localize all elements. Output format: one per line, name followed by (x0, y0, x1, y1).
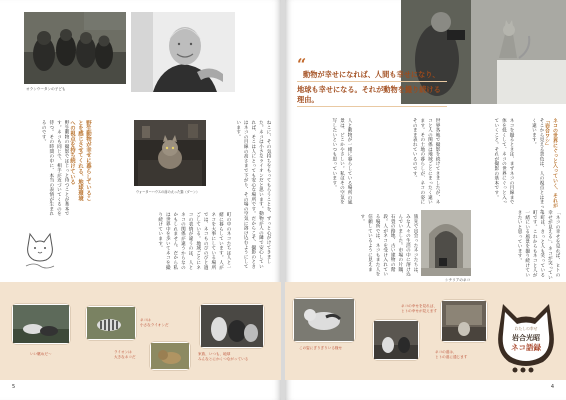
right-body-text-2: 世界各地で撮影を続けてきましたが、ネコと人の関係は地域ごとにまったく違います。その土地の暮らしが、ネコの姿にそのまま表れているのです。 (412, 118, 440, 205)
strip-caption-zebra: ネコは 小さなライオンだ (140, 318, 169, 327)
strip-caption-shop-cat: ネコの道は、 ヒトの道に通じます (435, 350, 468, 359)
right-body-text-1: 人と動物が一緒に暮らしている場所の風景は、どこかやさしい。私はその空気を写したいといつも思っています。 (331, 118, 352, 205)
strip-caption-cows: いい眺めだ〜 (30, 352, 52, 356)
strip-photo-zebra (86, 306, 136, 340)
building-caption: シチリアのネコ (445, 278, 471, 282)
series-badge (493, 300, 559, 374)
strip-photo-cows (12, 304, 70, 344)
strip-photo-lion (150, 342, 190, 370)
quote-mark: “ (297, 55, 307, 74)
portrait-photo (131, 12, 235, 92)
pull-quote (297, 55, 447, 107)
right-page-number: 4 (550, 384, 554, 390)
strip-caption-two-cats: ネコの幸せを見れば、 ヒトの幸せが見えます (401, 304, 437, 313)
strip-photo-two-cats (373, 320, 419, 360)
strip-photo-cat-jump (293, 298, 355, 342)
pull-quote-line-2: 地球も幸せになる。それが動物を撮り続ける理由。 (297, 85, 447, 107)
right-top-heading: ネコの世界にぐっと入っていく、それが「岩合ワシ」 (544, 118, 558, 208)
strip-photo-shop-cat (441, 300, 487, 342)
right-page (285, 0, 566, 400)
right-body-text-3: ネコを撮るときは、まずネコの目線まで体を低くして、ネコの世界にぐっと入っていくこと。それが撮影の基本です。 (493, 118, 514, 205)
right-body-text-6: 「ネコの幸せを見れば、ヒトの幸せが見える」。ネコが笑っている町は、きっと人も笑っている町です。これからもネコと人が一緒にいる風景を撮り続けていきたいと思っています。 (517, 210, 560, 280)
orangutan-photo (24, 12, 126, 84)
left-body-text-1: ねこに、その気持ちをもってもらうことを、ずっと心がけてきました。ネコは小さなライオンだと思います。動物が人の隣で安心していれば、そこは人にとっても安心な場所です。だからこそ、撮影のときはネコの目線の高さまで下がり、その場の空気に溶け込むようにしています。 (235, 120, 271, 269)
strip-caption-cat-jump: この姿にぎりぎりいる様せ (299, 346, 343, 350)
strip-caption-lion: ライオンは 大きなネコだ (114, 350, 136, 359)
left-page (0, 0, 281, 400)
sicily-building-photo (421, 210, 471, 276)
cat-stall-photo (134, 120, 206, 186)
left-body-text-3: 町の中のネコたちは人と一緒に暮らしています。人がネコを大事にしている場所では、ネコものびのびと過ごしている。地域ごとにネコの表情が違うのは、人とネコの関係が違うからなのかもしれません。だから私は世界中を歩いてネコを撮り続けています。 (157, 212, 231, 270)
left-vertical-heading: 野生動物が幸せに暮らしていることを感じさせてくれる、地球環境への視点を持ち続けている (69, 120, 91, 201)
left-body-text-2: 野生動物の撮影ではじっと待つことが基本です。ネコも同じで、相手が近づいてくるのを待つ。その時間の中に、本当の表情が生まれるのです。 (41, 120, 69, 216)
right-body-text-4: そこから見える景色は、人の視点とはまったく違います。 (531, 118, 544, 214)
series-kicker: わたしの幸せ (514, 326, 538, 331)
orangutan-caption: オランウータンの子ども (26, 87, 66, 91)
series-title-line-2: ネコ語録 (511, 343, 541, 352)
series-title-line-1: 岩合光昭 (512, 333, 540, 342)
left-page-number: 5 (12, 384, 16, 390)
paw-prints-icon (511, 366, 541, 374)
cat-stall-caption: ウォーターハウスの前の太った猫（ダーン） (136, 190, 200, 194)
right-body-text-5: 旅先で出会ったネコたちは、みな人々の生活の中に溶け込んでいました。市場の片隅、石畳の路地、古い建物の階段。人がネコを受け入れている場所では、ネコもまた人を信頼しているように見えます。 (359, 214, 418, 277)
cat-doodle-illustration (20, 226, 60, 272)
strip-caption-family: 家族、いつも、地球 みんなとにかくつながっている (198, 352, 249, 361)
strip-photo-family (200, 304, 264, 348)
pull-quote-line-1: 動物が幸せになれば、人間も幸せになり、 (297, 70, 447, 82)
